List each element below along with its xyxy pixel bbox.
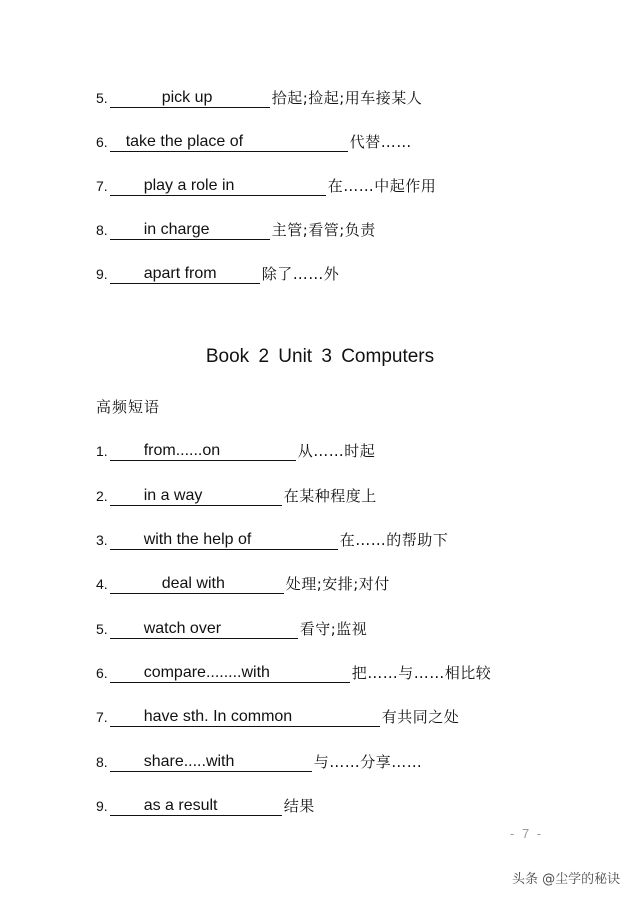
item-meaning: 在某种程度上: [283, 487, 377, 505]
list-item: [96, 613, 367, 639]
item-number: 5.: [96, 90, 108, 106]
list-item: [96, 258, 339, 284]
phrase-blank: have sth. In common: [110, 707, 380, 727]
item-meaning: 除了……外: [261, 265, 340, 283]
item-meaning: 在……的帮助下: [339, 531, 449, 549]
item-meaning: 在……中起作用: [327, 177, 437, 195]
phrase-blank: play a role in: [110, 176, 326, 196]
item-number: 8.: [96, 222, 108, 238]
item-number: 7.: [96, 709, 108, 725]
item-number: 5.: [96, 621, 108, 637]
item-meaning: 结果: [283, 797, 315, 815]
item-number: 1.: [96, 443, 108, 459]
list-item: [96, 568, 390, 594]
phrase-blank: take the place of: [110, 132, 348, 152]
item-meaning: 处理;安排;对付: [285, 575, 390, 593]
item-meaning: 主管;看管;负责: [271, 221, 376, 239]
phrase-blank: pick up: [110, 88, 270, 108]
list-item: [96, 480, 377, 506]
page-number: - 7 -: [510, 826, 544, 841]
phrase-blank: deal with: [110, 574, 284, 594]
item-number: 3.: [96, 532, 108, 548]
item-number: 4.: [96, 576, 108, 592]
list-item: [96, 214, 376, 240]
section-subtitle: 高频短语: [96, 398, 161, 416]
item-number: 9.: [96, 266, 108, 282]
phrase-blank: apart from: [110, 264, 260, 284]
list-item: [96, 657, 491, 683]
phrase-blank: as a result: [110, 796, 282, 816]
item-number: 7.: [96, 178, 108, 194]
list-item: [96, 126, 412, 152]
list-item: [96, 701, 459, 727]
list-item: [96, 82, 422, 108]
item-meaning: 有共同之处: [381, 708, 460, 726]
section-title: Book 2 Unit 3 Computers: [205, 346, 435, 367]
list-item: [96, 170, 436, 196]
item-meaning: 与……分享……: [313, 753, 423, 771]
item-number: 9.: [96, 798, 108, 814]
item-number: 2.: [96, 488, 108, 504]
list-item: [96, 746, 422, 772]
item-number: 6.: [96, 665, 108, 681]
phrase-blank: in charge: [110, 220, 270, 240]
phrase-blank: in a way: [110, 486, 282, 506]
phrase-blank: from......on: [110, 441, 296, 461]
watermark: [512, 868, 620, 887]
list-item: [96, 435, 375, 461]
phrase-blank: compare........with: [110, 663, 350, 683]
item-meaning: 看守;监视: [299, 620, 368, 638]
watermark-text: 头条 @尘学的秘诀: [512, 872, 621, 887]
item-number: 6.: [96, 134, 108, 150]
list-item: [96, 790, 315, 816]
phrase-blank: watch over: [110, 619, 298, 639]
list-item: [96, 524, 448, 550]
item-meaning: 代替……: [349, 133, 412, 151]
item-number: 8.: [96, 754, 108, 770]
item-meaning: 把……与……相比较: [351, 664, 492, 682]
phrase-blank: with the help of: [110, 530, 338, 550]
item-meaning: 从……时起: [297, 442, 376, 460]
item-meaning: 拾起;捡起;用车接某人: [271, 89, 423, 107]
phrase-blank: share.....with: [110, 752, 312, 772]
